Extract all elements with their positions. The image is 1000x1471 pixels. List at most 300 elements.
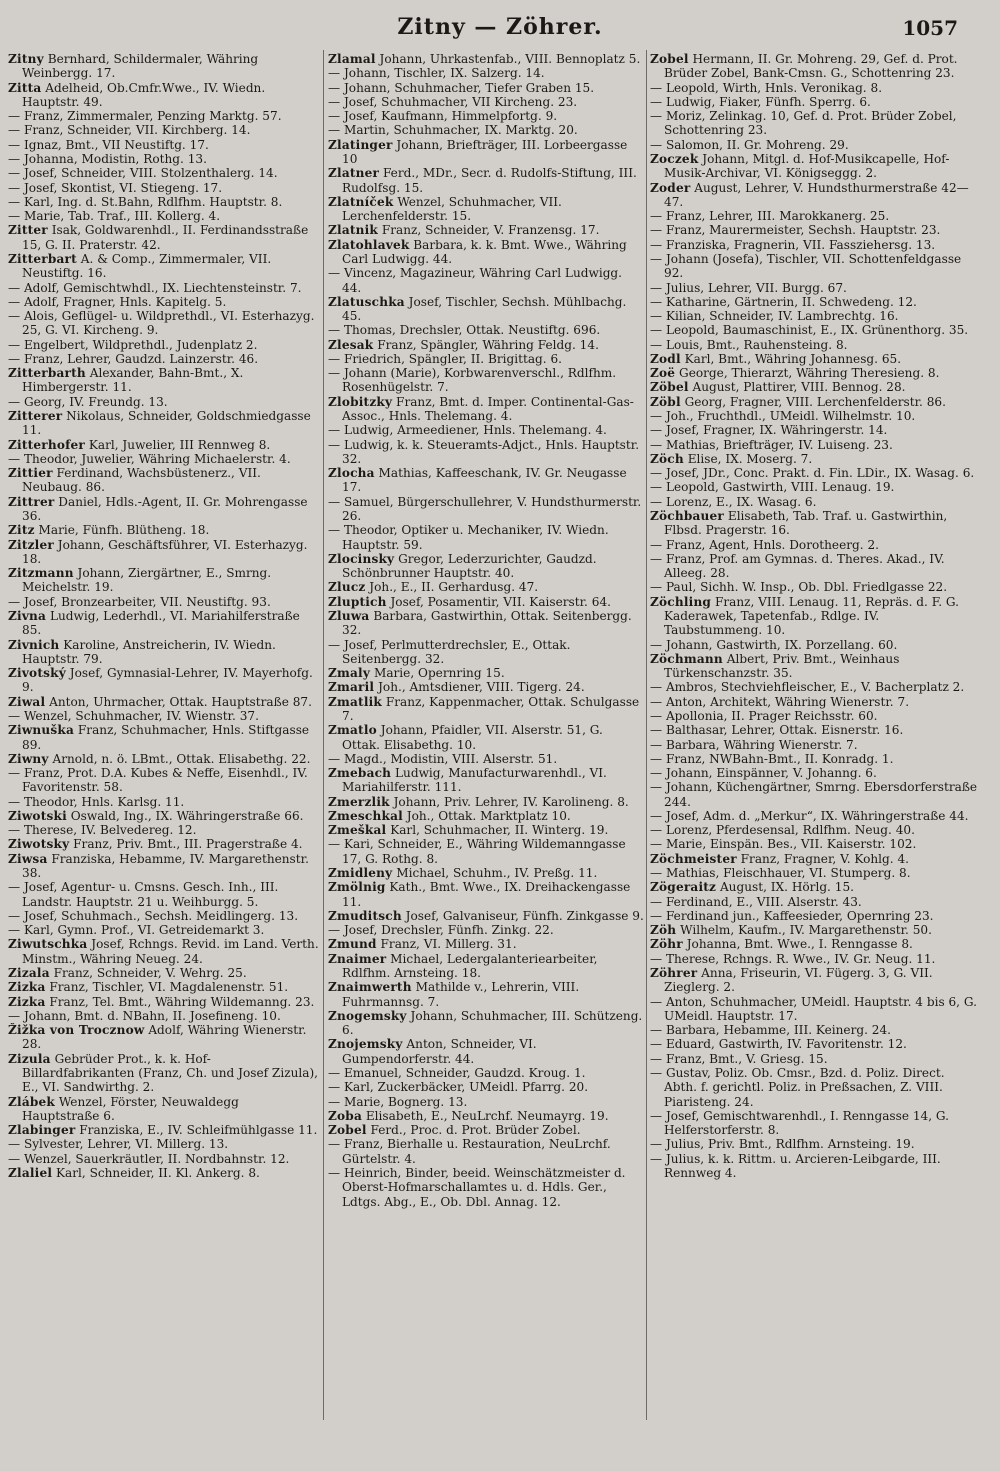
directory-entry bbox=[650, 223, 980, 237]
entry-details: Franz, Fragner, V. Kohlg. 4. bbox=[736, 851, 910, 866]
directory-entry bbox=[8, 795, 320, 809]
entry-surname: Zodl bbox=[650, 351, 681, 366]
entry-details: — Ludwig, Armeediener, Hnls. Thelemang. 4. bbox=[328, 423, 607, 438]
entry-surname: Zlesak bbox=[328, 337, 374, 352]
directory-entry bbox=[8, 966, 320, 980]
directory-entry bbox=[8, 295, 320, 309]
entry-details: — Mathias, Fleischhauer, VI. Stumperg. 8. bbox=[650, 866, 911, 881]
directory-entry bbox=[328, 366, 644, 395]
entry-details: August, Plattirer, VIII. Bennog. 28. bbox=[688, 380, 906, 395]
entry-details: — Sylvester, Lehrer, VI. Millerg. 13. bbox=[8, 1137, 229, 1152]
directory-entry bbox=[328, 466, 644, 495]
entry-details: — Josef, Schneider, VIII. Stolzenthalerg. 14. bbox=[8, 166, 278, 181]
entry-surname: Zöbl bbox=[650, 394, 681, 409]
entry-details: — Karl, Gymn. Prof., VI. Getreidemarkt 3. bbox=[8, 923, 265, 938]
entry-details: Marie, Opernring 15. bbox=[370, 666, 505, 681]
directory-entry bbox=[328, 1166, 644, 1209]
entry-surname: Zlatinger bbox=[328, 137, 393, 152]
entry-surname: Zoder bbox=[650, 180, 691, 195]
entry-surname: Znogemsky bbox=[328, 1008, 407, 1023]
directory-entry bbox=[8, 495, 320, 524]
entry-details: Karl, Schneider, II. Kl. Ankerg. 8. bbox=[52, 1165, 260, 1180]
entry-surname: Zlatuschka bbox=[328, 294, 405, 309]
entry-details: Franziska, Hebamme, IV. Margarethenstr. 38. bbox=[22, 851, 309, 881]
entry-details: Franz, Bmt. d. Imper. Continental-Gas-Assoc., Hnls. Thelemang. 4. bbox=[342, 394, 634, 424]
entry-details: — Anton, Architekt, Währing Wienerstr. 7. bbox=[650, 694, 910, 709]
entry-details: Adelheid, Ob.Cmfr.Wwe., IV. Wiedn. Hauptstr. 49. bbox=[22, 80, 266, 109]
directory-entry bbox=[8, 1123, 320, 1137]
entry-details: — Thomas, Drechsler, Ottak. Neustiftg. 696. bbox=[328, 323, 601, 338]
entry-details: Anton, Uhrmacher, Ottak. Hauptstraße 87. bbox=[45, 694, 312, 709]
directory-entry bbox=[328, 795, 644, 809]
entry-details: — Adolf, Fragner, Hnls. Kapitelg. 5. bbox=[8, 294, 227, 309]
directory-entry bbox=[650, 638, 980, 652]
entry-details: — Julius, Lehrer, VII. Burgg. 67. bbox=[650, 280, 847, 295]
entry-details: — Barbara, Währing Wienerstr. 7. bbox=[650, 737, 858, 752]
directory-entry bbox=[650, 809, 980, 823]
directory-entry bbox=[8, 123, 320, 137]
directory-entry bbox=[328, 1037, 644, 1066]
entry-details: Arnold, n. ö. LBmt., Ottak. Elisabethg. 22. bbox=[48, 751, 311, 766]
directory-entry bbox=[8, 980, 320, 994]
directory-entry bbox=[650, 352, 980, 366]
entry-details: Michael, Ledergalanteriearbeiter, Rdlfhm. Arnsteing. 18. bbox=[342, 951, 598, 980]
entry-details: Gregor, Lederzurichter, Gaudzd. Schönbrunner Hauptstr. 40. bbox=[342, 551, 597, 581]
entry-details: August, Lehrer, V. Hundsthurmerstraße 42—47. bbox=[664, 180, 969, 209]
entry-surname: Ziwotsky bbox=[8, 837, 70, 852]
entry-details: — Magd., Modistin, VIII. Alserstr. 51. bbox=[328, 751, 558, 766]
entry-details: Johann, Briefträger, III. Lorbeergasse 10 bbox=[342, 137, 628, 166]
directory-entry bbox=[8, 809, 320, 823]
directory-entry bbox=[328, 580, 644, 594]
entry-surname: Zlaliel bbox=[8, 1165, 53, 1180]
directory-entry bbox=[328, 66, 644, 80]
entry-surname: Zoba bbox=[328, 1108, 362, 1123]
entry-details: Mathias, Kaffeeschank, IV. Gr. Neugasse 17. bbox=[342, 466, 627, 495]
directory-entry bbox=[650, 952, 980, 966]
entry-details: — Adolf, Gemischtwhdl., IX. Liechtensteinstr. 7. bbox=[8, 280, 302, 295]
entry-details: — Therese, IV. Belvedereg. 12. bbox=[8, 823, 197, 838]
directory-entry bbox=[8, 52, 320, 81]
entry-surname: Znaimer bbox=[328, 951, 387, 966]
entry-surname: Zöbel bbox=[650, 380, 689, 395]
directory-entry bbox=[328, 238, 644, 267]
entry-surname: Zlatnik bbox=[328, 223, 379, 238]
directory-entry bbox=[8, 309, 320, 338]
entry-surname: Zmeškal bbox=[328, 823, 387, 838]
directory-entry bbox=[328, 552, 644, 581]
directory-entry bbox=[8, 766, 320, 795]
entry-details: Adolf, Währing Wienerstr. 28. bbox=[22, 1023, 307, 1052]
entry-details: — Ludwig, Fiaker, Fünfh. Sperrg. 6. bbox=[650, 94, 871, 109]
entry-details: — Johann, Gastwirth, IX. Porzellang. 60. bbox=[650, 637, 898, 652]
entry-surname: Zitterbart bbox=[8, 251, 77, 266]
entry-surname: Zitz bbox=[8, 523, 35, 538]
entry-details: Barbara, Gastwirthin, Ottak. Seitenbergg. 32. bbox=[342, 608, 632, 638]
entry-details: Karl, Bmt., Währing Johannesg. 65. bbox=[680, 351, 902, 366]
entry-surname: Zitny bbox=[8, 52, 44, 66]
directory-entry bbox=[328, 123, 644, 137]
entry-details: — Kilian, Schneider, IV. Lambrechtg. 16. bbox=[650, 309, 899, 324]
entry-surname: Zöch bbox=[650, 451, 684, 466]
entry-details: Anton, Schneider, VI. Gumpendorferstr. 44. bbox=[342, 1037, 537, 1066]
directory-entry bbox=[8, 638, 320, 667]
directory-entry bbox=[328, 95, 644, 109]
entry-surname: Žižka von Trocznow bbox=[8, 1023, 145, 1038]
entry-details: — Samuel, Bürgerschullehrer, V. Hundsthurmerstr. 26. bbox=[328, 494, 642, 523]
entry-details: Joh., E., II. Gerhardusg. 47. bbox=[365, 580, 539, 595]
entry-surname: Zlatohlavek bbox=[328, 237, 410, 252]
entry-details: — Johann, Küchengärtner, Smrng. Ebersdorferstraße 244. bbox=[650, 780, 978, 809]
entry-details: — Franz, Prof. am Gymnas. d. Theres. Akad., IV. Alleeg. 28. bbox=[650, 551, 945, 581]
entry-details: — Ludwig, k. k. Steueramts-Adjct., Hnls. Hauptstr. 32. bbox=[328, 437, 640, 466]
directory-entry bbox=[650, 1052, 980, 1066]
directory-entry bbox=[650, 738, 980, 752]
directory-entry bbox=[8, 1009, 320, 1023]
directory-entry bbox=[8, 338, 320, 352]
directory-entry bbox=[650, 780, 980, 809]
entry-details: — Ferdinand jun., Kaffeesieder, Opernring 23. bbox=[650, 908, 934, 923]
entry-surname: Zitter bbox=[8, 223, 48, 238]
entry-details: — Eduard, Gastwirth, IV. Favoritenstr. 12. bbox=[650, 1037, 907, 1052]
entry-details: Johann, Geschäftsführer, VI. Esterhazyg. 18. bbox=[22, 537, 308, 566]
running-title: Zitny — Zöhrer. bbox=[397, 14, 603, 40]
entry-details: Johann, Schuhmacher, III. Schützeng. 6. bbox=[342, 1008, 643, 1038]
entry-details: — Johann, Tischler, IX. Salzerg. 14. bbox=[328, 66, 545, 81]
directory-entry bbox=[8, 752, 320, 766]
entry-details: Karl, Juwelier, III Rennweg 8. bbox=[85, 437, 271, 452]
entry-details: Elisabeth, Tab. Traf. u. Gastwirthin, Flbsd. Pragerstr. 16. bbox=[664, 509, 948, 538]
entry-details: — Johanna, Modistin, Rothg. 13. bbox=[8, 151, 207, 166]
entry-surname: Zöhrer bbox=[650, 966, 698, 980]
entry-details: — Josef, Bronzearbeiter, VII. Neustiftg. 93. bbox=[8, 594, 271, 609]
entry-details: Johann, Mitgl. d. Hof-Musikcapelle, Hof-Musik-Archivar, VI. Königseggg. 2. bbox=[664, 151, 950, 181]
entry-surname: Zmaril bbox=[328, 680, 375, 695]
entry-details: Karoline, Anstreicherin, IV. Wiedn. Hauptstr. 79. bbox=[22, 637, 276, 666]
entry-surname: Zlucz bbox=[328, 580, 366, 595]
entry-surname: Zitta bbox=[8, 80, 42, 95]
entry-details: — Franz, Lehrer, III. Marokkanerg. 25. bbox=[650, 209, 890, 224]
entry-details: Johann, Priv. Lehrer, IV. Karolineng. 8. bbox=[389, 794, 629, 809]
directory-entry bbox=[650, 723, 980, 737]
directory-entry bbox=[328, 823, 644, 837]
entry-details: — Josef, Drechsler, Fünfh. Zinkg. 22. bbox=[328, 923, 554, 938]
directory-entry bbox=[650, 995, 980, 1024]
entry-details: — Julius, k. k. Rittm. u. Arcieren-Leibgarde, III. Rennweg 4. bbox=[650, 1151, 941, 1180]
entry-details: Elise, IX. Moserg. 7. bbox=[683, 451, 813, 466]
directory-entry bbox=[650, 895, 980, 909]
entry-surname: Zizka bbox=[8, 980, 46, 995]
directory-entry bbox=[328, 809, 644, 823]
directory-entry bbox=[328, 81, 644, 95]
entry-details: Daniel, Hdls.-Agent, II. Gr. Mohrengasse 36. bbox=[22, 494, 308, 523]
entry-details: Franz, Spängler, Währing Feldg. 14. bbox=[373, 337, 599, 352]
directory-entry bbox=[8, 152, 320, 166]
entry-details: — Franz, Lehrer, Gaudzd. Lainzerstr. 46. bbox=[8, 351, 259, 366]
entry-details: — Franz, Prot. D.A. Kubes & Neffe, Eisenhdl., IV. Favoritenstr. 58. bbox=[8, 766, 308, 795]
directory-entry bbox=[650, 695, 980, 709]
directory-entry bbox=[8, 995, 320, 1009]
page-header bbox=[0, 14, 1000, 44]
directory-entry bbox=[8, 281, 320, 295]
directory-entry bbox=[650, 395, 980, 409]
entry-details: Karl, Schuhmacher, II. Winterg. 19. bbox=[386, 823, 609, 838]
directory-entry bbox=[650, 495, 980, 509]
directory-entry bbox=[328, 609, 644, 638]
entry-details: — Theodor, Optiker u. Mechaniker, IV. Wiedn. Hauptstr. 59. bbox=[328, 523, 609, 552]
entry-details: — Marie, Tab. Traf., III. Kollerg. 4. bbox=[8, 209, 221, 224]
directory-entry bbox=[650, 152, 980, 181]
directory-entry bbox=[650, 366, 980, 380]
directory-entry bbox=[650, 595, 980, 638]
entry-details: — Leopold, Gastwirth, VIII. Lenaug. 19. bbox=[650, 480, 895, 495]
directory-entry bbox=[328, 837, 644, 866]
directory-entry bbox=[650, 409, 980, 423]
directory-column-3 bbox=[650, 52, 980, 1462]
entry-surname: Ziwny bbox=[8, 751, 49, 766]
entry-details: George, Thierarzt, Währing Theresieng. 8. bbox=[675, 366, 940, 381]
entry-details: — Anton, Schuhmacher, UMeidl. Hauptstr. 4 bis 6, G. UMeidl. Hauptstr. 17. bbox=[650, 994, 977, 1023]
entry-details: Ferdinand, Wachsbüstenerz., VII. Neubaug. 86. bbox=[22, 466, 261, 495]
directory-entry bbox=[8, 880, 320, 909]
directory-entry bbox=[650, 766, 980, 780]
entry-surname: Zizka bbox=[8, 994, 46, 1009]
entry-details: — Therese, Rchngs. R. Wwe., IV. Gr. Neug. 11. bbox=[650, 951, 936, 966]
directory-entry bbox=[650, 380, 980, 394]
entry-surname: Zitterer bbox=[8, 409, 63, 424]
entry-details: Franz, Schuhmacher, Hnls. Stiftgasse 89. bbox=[22, 723, 310, 752]
directory-entry bbox=[328, 595, 644, 609]
directory-entry bbox=[328, 423, 644, 437]
entry-details: Franz, Priv. Bmt., III. Pragerstraße 4. bbox=[69, 837, 303, 852]
directory-entry bbox=[328, 680, 644, 694]
directory-entry bbox=[650, 252, 980, 281]
entry-details: — Friedrich, Spängler, II. Brigittag. 6. bbox=[328, 351, 562, 366]
directory-entry bbox=[8, 852, 320, 881]
directory-entry bbox=[650, 423, 980, 437]
directory-entry bbox=[650, 1066, 980, 1109]
directory-entry bbox=[328, 138, 644, 167]
entry-details: Joh., Amtsdiener, VIII. Tigerg. 24. bbox=[374, 680, 585, 695]
directory-entry bbox=[328, 952, 644, 981]
entry-surname: Zmund bbox=[328, 937, 377, 952]
directory-entry bbox=[650, 966, 980, 995]
directory-entry bbox=[328, 223, 644, 237]
directory-entry bbox=[650, 852, 980, 866]
entry-details: Josef, Gymnasial-Lehrer, IV. Mayerhofg. 9. bbox=[22, 666, 313, 695]
entry-details: — Josef, Gemischtwarenhdl., I. Renngasse 14, G. Helferstorferstr. 8. bbox=[650, 1108, 949, 1138]
entry-surname: Ziwnuška bbox=[8, 723, 75, 738]
entry-details: Bernhard, Schildermaler, Währing Weinbergg. 17. bbox=[22, 52, 259, 81]
directory-entry bbox=[328, 723, 644, 752]
entry-details: — Marie, Einspän. Bes., VII. Kaiserstr. 102. bbox=[650, 837, 917, 852]
directory-entry bbox=[328, 109, 644, 123]
entry-details: — Johann, Schuhmacher, Tiefer Graben 15. bbox=[328, 80, 595, 95]
entry-details: Alexander, Bahn-Bmt., X. Himbergerstr. 11. bbox=[22, 366, 244, 395]
directory-entry bbox=[650, 1137, 980, 1151]
directory-entry bbox=[328, 937, 644, 951]
entry-details: Wenzel, Schuhmacher, VII. Lerchenfelderstr. 15. bbox=[342, 194, 562, 224]
entry-details: Marie, Fünfh. Blütheng. 18. bbox=[34, 523, 210, 538]
entry-details: — Josef, JDr., Conc. Prakt. d. Fin. LDir., IX. Wasag. 6. bbox=[650, 466, 975, 481]
entry-surname: Zizala bbox=[8, 966, 50, 980]
entry-surname: Zöchmann bbox=[650, 651, 723, 666]
directory-entry bbox=[650, 338, 980, 352]
entry-details: — Johann (Marie), Korbwarenverschl., Rdlfhm. Rosenhügelstr. 7. bbox=[328, 366, 617, 395]
entry-details: Albert, Priv. Bmt., Weinhaus Türkenschanzstr. 35. bbox=[664, 651, 900, 681]
entry-details: — Josef, Perlmutterdrechsler, E., Ottak. Seitenbergg. 32. bbox=[328, 637, 571, 666]
entry-details: Gebrüder Prot., k. k. Hof-Billardfabrikanten (Franz, Ch. und Josef Zizula), E., VI. Sandwirthg. 2. bbox=[22, 1051, 319, 1095]
directory-entry bbox=[8, 695, 320, 709]
entry-details: — Emanuel, Schneider, Gaudzd. Kroug. 1. bbox=[328, 1065, 586, 1080]
directory-entry bbox=[8, 138, 320, 152]
directory-entry bbox=[650, 837, 980, 851]
directory-entry bbox=[328, 523, 644, 552]
directory-entry bbox=[328, 52, 644, 66]
directory-entry bbox=[650, 81, 980, 95]
entry-details: Ferd., MDr., Secr. d. Rudolfs-Stiftung, III. Rudolfsg. 15. bbox=[342, 166, 637, 195]
directory-entry bbox=[8, 1052, 320, 1095]
entry-details: — Mathias, Briefträger, IV. Luiseng. 23. bbox=[650, 437, 893, 452]
directory-entry bbox=[8, 723, 320, 752]
directory-entry bbox=[8, 195, 320, 209]
entry-details: — Katharine, Gärtnerin, II. Schwedeng. 12. bbox=[650, 294, 917, 309]
directory-entry bbox=[328, 495, 644, 524]
entry-surname: Zmölnig bbox=[328, 880, 386, 895]
entry-surname: Zmerzlik bbox=[328, 794, 390, 809]
entry-surname: Zobel bbox=[328, 1123, 367, 1138]
directory-entry bbox=[8, 937, 320, 966]
directory-entry bbox=[650, 909, 980, 923]
entry-details: — Theodor, Juwelier, Währing Michaelerstr. 4. bbox=[8, 451, 291, 466]
directory-entry bbox=[328, 695, 644, 724]
directory-entry bbox=[8, 452, 320, 466]
entry-surname: Zmatlo bbox=[328, 723, 377, 738]
entry-surname: Znaimwerth bbox=[328, 980, 412, 995]
directory-entry bbox=[650, 823, 980, 837]
entry-details: — Barbara, Hebamme, III. Keinerg. 24. bbox=[650, 1023, 892, 1038]
directory-entry bbox=[328, 295, 644, 324]
directory-entry bbox=[8, 438, 320, 452]
entry-surname: Zizula bbox=[8, 1051, 51, 1066]
entry-details: — Leopold, Wirth, Hnls. Veronikag. 8. bbox=[650, 80, 883, 95]
directory-entry bbox=[328, 166, 644, 195]
entry-details: — Josef, Skontist, VI. Stiegeng. 17. bbox=[8, 180, 223, 195]
directory-entry bbox=[8, 366, 320, 395]
directory-entry bbox=[650, 466, 980, 480]
entry-details: — Josef, Adm. d. „Merkur“, IX. Währingerstraße 44. bbox=[650, 808, 969, 823]
entry-details: Ludwig, Lederhdl., VI. Mariahilferstraße 85. bbox=[22, 608, 300, 638]
directory-entry bbox=[8, 395, 320, 409]
entry-details: Barbara, k. k. Bmt. Wwe., Währing Carl Ludwigg. 44. bbox=[342, 237, 627, 266]
entry-details: — Gustav, Poliz. Ob. Cmsr., Bzd. d. Poliz. Direct. Abth. f. gerichtl. Poliz. in Preßsachen, Z. VIII. Piaristeng. 24. bbox=[650, 1065, 945, 1109]
entry-details: — Apollonia, II. Prager Reichsstr. 60. bbox=[650, 708, 878, 723]
directory-entry bbox=[650, 209, 980, 223]
directory-entry bbox=[650, 1037, 980, 1051]
entry-surname: Ziwal bbox=[8, 694, 46, 709]
directory-entry bbox=[8, 223, 320, 252]
entry-details: — Franz, Maurermeister, Sechsh. Hauptstr. 23. bbox=[650, 223, 941, 238]
entry-details: — Marie, Bognerg. 13. bbox=[328, 1094, 468, 1109]
directory-entry bbox=[328, 395, 644, 424]
directory-column-2 bbox=[328, 52, 644, 1462]
directory-entry bbox=[328, 352, 644, 366]
entry-details: — Moriz, Zelinkag. 10, Gef. d. Prot. Brüder Zobel, Schottenring 23. bbox=[650, 109, 957, 138]
entry-details: — Franz, Agent, Hnls. Dorotheerg. 2. bbox=[650, 537, 879, 552]
entry-details: Wilhelm, Kaufm., IV. Margarethenstr. 50. bbox=[676, 923, 932, 938]
directory-entry bbox=[650, 538, 980, 552]
entry-details: — Karl, Ing. d. St.Bahn, Rdlfhm. Hauptstr. 8. bbox=[8, 194, 283, 209]
directory-entry bbox=[650, 323, 980, 337]
entry-details: — Johann (Josefa), Tischler, VII. Schottenfeldgasse 92. bbox=[650, 251, 962, 281]
directory-entry bbox=[8, 352, 320, 366]
entry-details: Johann, Uhrkastenfab., VIII. Bennoplatz 5. bbox=[375, 52, 641, 66]
directory-entry bbox=[650, 1109, 980, 1138]
directory-entry bbox=[328, 909, 644, 923]
directory-entry bbox=[650, 138, 980, 152]
entry-surname: Zluptich bbox=[328, 594, 387, 609]
directory-entry bbox=[8, 466, 320, 495]
entry-details: — Johann, Einspänner, V. Johanng. 6. bbox=[650, 766, 877, 781]
directory-entry bbox=[650, 552, 980, 581]
entry-surname: Zmuditsch bbox=[328, 908, 402, 923]
entry-surname: Ziwsa bbox=[8, 851, 48, 866]
entry-surname: Zlamal bbox=[328, 52, 376, 66]
entry-details: — Josef, Kaufmann, Himmelpfortg. 9. bbox=[328, 109, 558, 124]
directory-entry bbox=[650, 752, 980, 766]
directory-entry bbox=[8, 1152, 320, 1166]
directory-entry bbox=[8, 909, 320, 923]
entry-details: — Franz, Schneider, VII. Kirchberg. 14. bbox=[8, 123, 251, 138]
entry-surname: Zoczek bbox=[650, 151, 699, 166]
entry-details: Oswald, Ing., IX. Währingerstraße 66. bbox=[66, 808, 304, 823]
entry-details: — Franz, NWBahn-Bmt., II. Konradg. 1. bbox=[650, 751, 894, 766]
directory-entry bbox=[650, 452, 980, 466]
entry-surname: Zitterhofer bbox=[8, 437, 85, 452]
directory-entry bbox=[650, 580, 980, 594]
directory-entry bbox=[650, 295, 980, 309]
directory-entry bbox=[8, 1166, 320, 1180]
entry-details: — Kari, Schneider, E., Währing Wildemanngasse 17, G. Rothg. 8. bbox=[328, 837, 626, 866]
entry-details: — Louis, Bmt., Rauhensteing. 8. bbox=[650, 337, 848, 352]
entry-details: A. & Comp., Zimmermaler, VII. Neustiftg. 16. bbox=[22, 251, 272, 281]
directory-entry bbox=[328, 866, 644, 880]
directory-entry bbox=[328, 323, 644, 337]
directory-entry bbox=[8, 538, 320, 567]
entry-details: Johanna, Bmt. Wwe., I. Renngasse 8. bbox=[682, 937, 913, 952]
directory-entry bbox=[328, 980, 644, 1009]
entry-details: — Engelbert, Wildprethdl., Judenplatz 2. bbox=[8, 337, 258, 352]
entry-surname: Zitzler bbox=[8, 537, 54, 552]
directory-entry bbox=[650, 880, 980, 894]
entry-details: Franz, VIII. Lenaug. 11, Repräs. d. F. G. Kaderawek, Tapetenfab., Rdlge. IV. Taubstummeng. 10. bbox=[664, 594, 959, 638]
directory-entry bbox=[650, 1023, 980, 1037]
entry-surname: Zmebach bbox=[328, 766, 392, 781]
directory-entry bbox=[328, 638, 644, 667]
entry-details: — Franz, Bierhalle u. Restauration, NeuLrchf. Gürtelstr. 4. bbox=[328, 1137, 611, 1166]
directory-entry bbox=[328, 880, 644, 909]
entry-surname: Zlocinsky bbox=[328, 551, 395, 566]
entry-surname: Zmidleny bbox=[328, 866, 393, 881]
entry-surname: Zögeraitz bbox=[650, 880, 717, 895]
entry-details: Franz, Schneider, V. Wehrg. 25. bbox=[49, 966, 247, 980]
entry-details: — Karl, Zuckerbäcker, UMeidl. Pfarrg. 20. bbox=[328, 1080, 589, 1095]
entry-details: Franz, Tischler, VI. Magdalenenstr. 51. bbox=[45, 980, 289, 995]
directory-entry bbox=[328, 766, 644, 795]
directory-entry bbox=[650, 238, 980, 252]
directory-entry bbox=[8, 1095, 320, 1124]
entry-details: — Joh., Fruchthdl., UMeidl. Wilhelmstr. 10. bbox=[650, 409, 916, 424]
